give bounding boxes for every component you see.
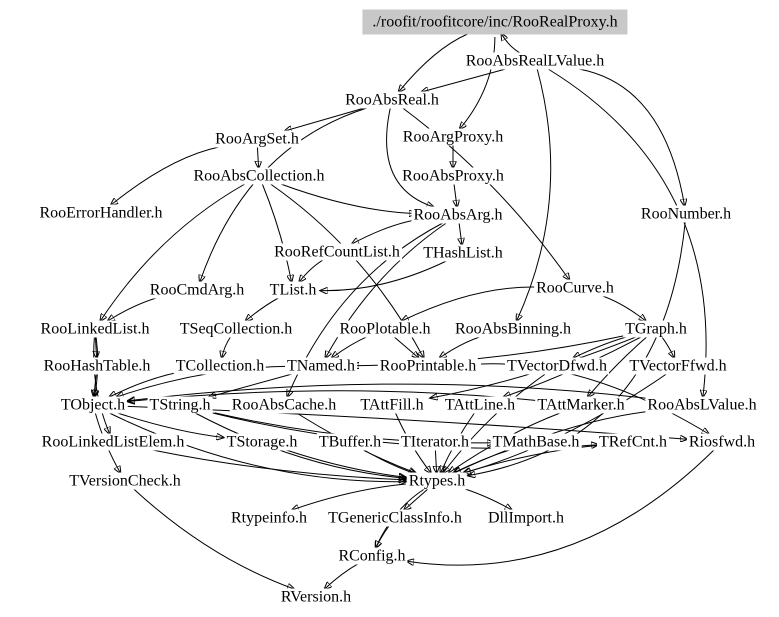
graph-node-thashlist[interactable]: THashList.h <box>423 244 503 262</box>
graph-node-tattmarker[interactable]: TAttMarker.h <box>537 396 625 414</box>
graph-node-trefcnt[interactable]: TRefCnt.h <box>599 433 667 451</box>
graph-node-roolinkedlistelem[interactable]: RooLinkedListElem.h <box>41 433 185 451</box>
graph-node-tnamed[interactable]: TNamed.h <box>287 357 355 375</box>
graph-node-tseqcollection[interactable]: TSeqCollection.h <box>179 320 293 338</box>
graph-node-tvectorffwd[interactable]: TVectorFfwd.h <box>629 357 727 375</box>
graph-root-node-root: ./roofit/roofitcore/inc/RooRealProxy.h <box>362 10 627 35</box>
graph-node-roolinkedlist[interactable]: RooLinkedList.h <box>40 320 150 338</box>
graph-node-roorefcountlist[interactable]: RooRefCountList.h <box>274 243 400 261</box>
graph-node-rooabslvalue[interactable]: RooAbsLValue.h <box>647 396 757 414</box>
graph-node-roocurve[interactable]: RooCurve.h <box>536 279 614 297</box>
graph-node-rooabscache[interactable]: RooAbsCache.h <box>231 396 337 414</box>
graph-node-roohashtable[interactable]: RooHashTable.h <box>43 357 151 375</box>
graph-node-rooprintable[interactable]: RooPrintable.h <box>379 357 477 375</box>
graph-node-dllimport[interactable]: DllImport.h <box>488 509 564 527</box>
graph-node-tattfill[interactable]: TAttFill.h <box>360 396 424 414</box>
graph-node-rooargproxy[interactable]: RooArgProxy.h <box>402 128 504 146</box>
graph-node-rooabsbinning[interactable]: RooAbsBinning.h <box>454 320 572 338</box>
graph-node-riosfwd[interactable]: Riosfwd.h <box>688 433 756 451</box>
graph-node-rooabsreal[interactable]: RooAbsReal.h <box>345 91 439 109</box>
graph-node-roocmdarg[interactable]: RooCmdArg.h <box>149 281 245 299</box>
graph-node-rooabsreallvalue[interactable]: RooAbsRealLValue.h <box>465 52 605 70</box>
graph-node-rooabsproxy[interactable]: RooAbsProxy.h <box>402 167 504 185</box>
graph-node-tgenericclassinfo[interactable]: TGenericClassInfo.h <box>328 509 462 527</box>
graph-node-tbuffer[interactable]: TBuffer.h <box>318 433 382 451</box>
graph-node-tstring[interactable]: TString.h <box>149 396 211 414</box>
graph-node-rooerrorhandler[interactable]: RooErrorHandler.h <box>39 204 163 222</box>
graph-node-tvectordfwd[interactable]: TVectorDfwd.h <box>507 357 607 375</box>
graph-node-tobject[interactable]: TObject.h <box>60 396 126 414</box>
graph-node-tcollection[interactable]: TCollection.h <box>175 357 265 375</box>
graph-node-rversion[interactable]: RVersion.h <box>280 588 352 606</box>
graph-node-tlist[interactable]: TList.h <box>269 281 317 299</box>
graph-node-rooargset[interactable]: RooArgSet.h <box>215 130 299 148</box>
graph-node-tstorage[interactable]: TStorage.h <box>226 433 298 451</box>
graph-node-rtypeinfo[interactable]: Rtypeinfo.h <box>231 509 307 527</box>
graph-node-tgraph[interactable]: TGraph.h <box>625 320 687 338</box>
graph-node-rconfig[interactable]: RConfig.h <box>338 547 406 565</box>
graph-node-tmathbase[interactable]: TMathBase.h <box>492 433 580 451</box>
graph-node-rooplotable[interactable]: RooPlotable.h <box>339 320 431 338</box>
graph-node-rtypes[interactable]: Rtypes.h <box>408 472 466 490</box>
graph-node-tversioncheck[interactable]: TVersionCheck.h <box>69 472 181 490</box>
graph-node-roonumber[interactable]: RooNumber.h <box>640 205 732 223</box>
graph-node-rooabsarg[interactable]: RooAbsArg.h <box>413 206 503 224</box>
graph-node-rooabscollection[interactable]: RooAbsCollection.h <box>193 167 325 185</box>
graph-node-tattline[interactable]: TAttLine.h <box>444 396 516 414</box>
graph-node-titerator[interactable]: TIterator.h <box>401 433 469 451</box>
